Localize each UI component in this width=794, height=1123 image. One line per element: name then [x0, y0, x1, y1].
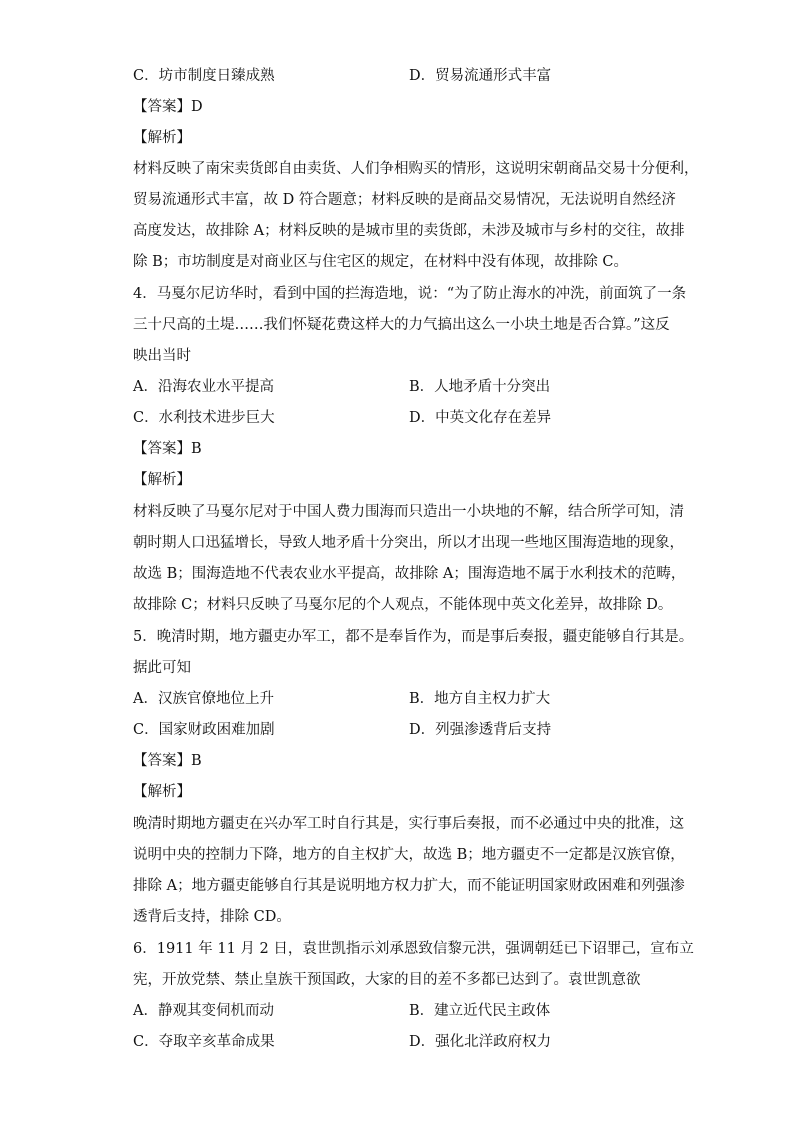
q4-analysis-label: 【解析】	[133, 472, 191, 488]
q4-option-c[interactable]: C．水利技术进步巨大	[133, 410, 275, 426]
q6-stem-line: 6．1911 年 11 月 2 日，袁世凯指示刘承恩致信黎元洪，强调朝廷已下诏罪己，宣布立	[133, 941, 694, 957]
q5-analysis-label: 【解析】	[133, 784, 191, 800]
q6-option-d[interactable]: D．强化北洋政府权力	[409, 1034, 552, 1050]
q5-stem-line: 据此可知	[133, 660, 191, 676]
q6-option-b[interactable]: B．建立近代民主政体	[409, 1003, 551, 1019]
q4-analysis-line: 故选 B；围海造地不代表农业水平提高，故排除 A；围海造地不属于水利技术的范畴，	[133, 566, 686, 582]
q3-analysis-line: 贸易流通形式丰富，故 D 符合题意；材料反映的是商品交易情况，无法说明自然经济	[133, 192, 676, 208]
q4-analysis-line: 朝时期人口迅猛增长，导致人地矛盾十分突出，所以才出现一些地区围海造地的现象，	[133, 535, 684, 551]
q4-option-a[interactable]: A．沿海农业水平提高	[133, 379, 274, 395]
q5-option-d[interactable]: D．列强渗透背后支持	[409, 722, 552, 738]
q5-stem-line: 5．晚清时期，地方疆吏办军工，都不是奉旨作为，而是事后奏报，疆吏能够自行其是。	[133, 629, 694, 645]
q3-answer: 【答案】D	[133, 99, 203, 115]
q4-analysis-line: 故排除 C；材料只反映了马戛尔尼的个人观点，不能体现中英文化差异，故排除 D。	[133, 597, 673, 613]
q4-stem-line: 映出当时	[133, 348, 191, 364]
q3-analysis-line: 高度发达，故排除 A；材料反映的是城市里的卖货郎，未涉及城市与乡村的交往，故排	[133, 223, 685, 239]
q3-analysis-line: 除 B；市坊制度是对商业区与住宅区的规定，在材料中没有体现，故排除 C。	[133, 254, 628, 270]
q5-option-c[interactable]: C．国家财政困难加剧	[133, 722, 275, 738]
q6-option-c[interactable]: C．夺取辛亥革命成果	[133, 1034, 275, 1050]
q4-stem-line: 三十尺高的土堤……我们怀疑花费这样大的力气搞出这么一小块土地是否合算。”这反	[133, 317, 670, 333]
q5-answer: 【答案】B	[133, 753, 202, 769]
q5-analysis-line: 透背后支持，排除 CD。	[133, 909, 291, 925]
q3-option-d[interactable]: D．贸易流通形式丰富	[409, 68, 552, 84]
q5-option-b[interactable]: B．地方自主权力扩大	[409, 691, 551, 707]
q5-option-a[interactable]: A．汉族官僚地位上升	[133, 691, 274, 707]
q3-option-c[interactable]: C．坊市制度日臻成熟	[133, 68, 275, 84]
q4-option-d[interactable]: D．中英文化存在差异	[409, 410, 552, 426]
q4-option-b[interactable]: B．人地矛盾十分突出	[409, 379, 551, 395]
q5-analysis-line: 排除 A；地方疆吏能够自行其是说明地方权力扩大，而不能证明国家财政困难和列强渗	[133, 878, 685, 894]
q6-stem-line: 宪，开放党禁、禁止皇族干预国政，大家的目的差不多都已达到了。袁世凯意欲	[133, 972, 641, 988]
q5-analysis-line: 说明中央的控制力下降，地方的自主权扩大，故选 B；地方疆吏不一定都是汉族官僚，	[133, 847, 685, 863]
q3-analysis-line: 材料反映了南宋卖货郎自由卖货、人们争相购买的情形，这说明宋朝商品交易十分便利，	[133, 161, 699, 177]
q5-analysis-line: 晚清时期地方疆吏在兴办军工时自行其是，实行事后奏报，而不必通过中央的批准，这	[133, 816, 684, 832]
q4-analysis-line: 材料反映了马戛尔尼对于中国人费力围海而只造出一小块地的不解，结合所学可知，清	[133, 504, 684, 520]
q4-stem-line: 4．马戛尔尼访华时，看到中国的拦海造地，说：“为了防止海水的冲洗，前面筑了一条	[133, 286, 687, 302]
q4-answer: 【答案】B	[133, 441, 202, 457]
q3-analysis-label: 【解析】	[133, 130, 191, 146]
q6-option-a[interactable]: A．静观其变伺机而动	[133, 1003, 274, 1019]
